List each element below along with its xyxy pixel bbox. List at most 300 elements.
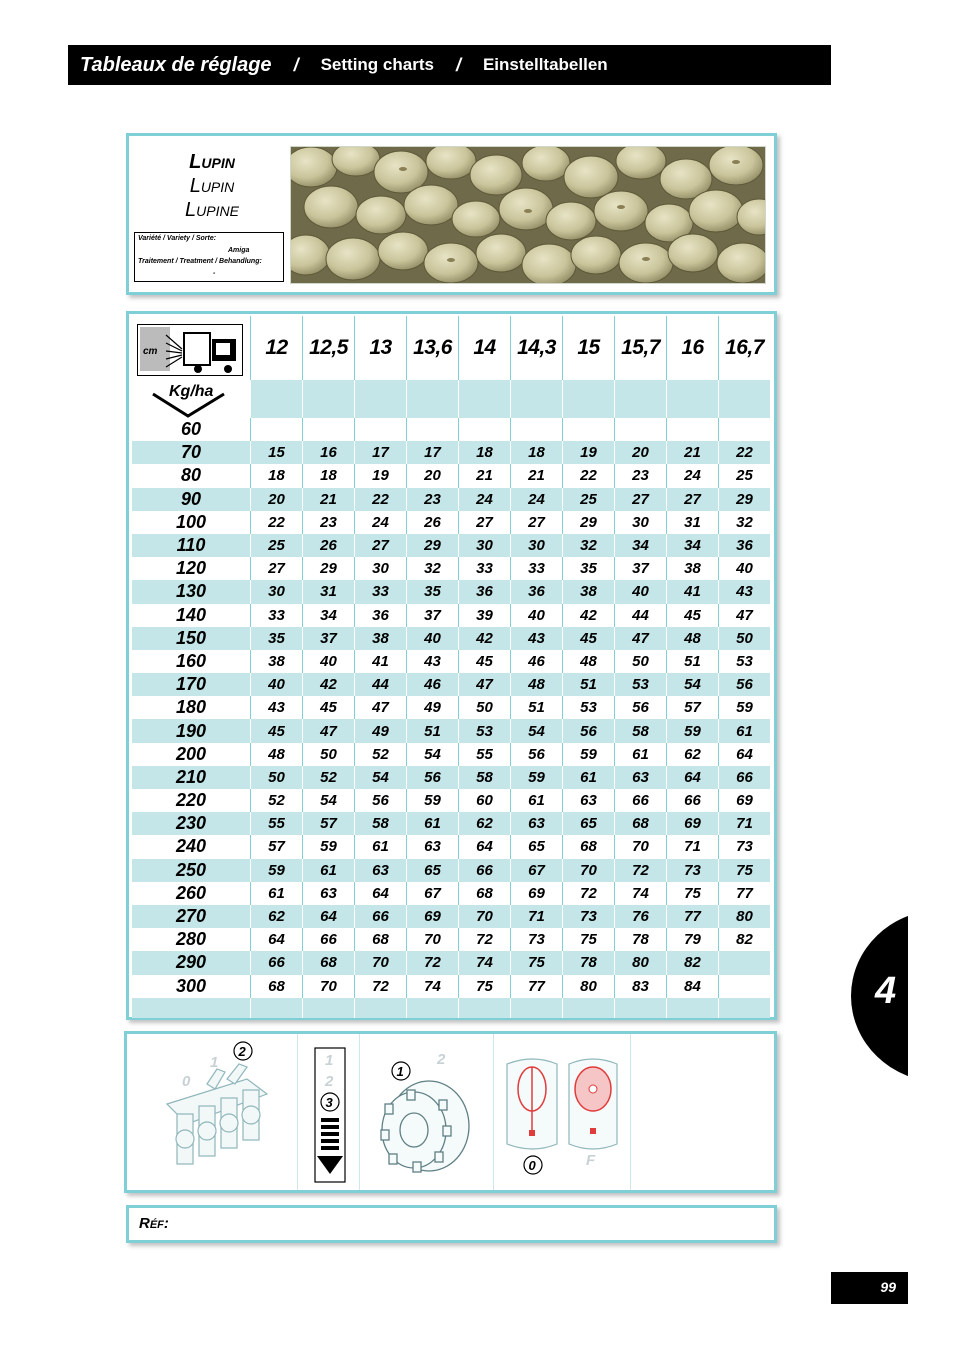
table-cell: 18 bbox=[511, 441, 563, 464]
table-cell: 54 bbox=[407, 743, 459, 766]
flap-setting-cell bbox=[493, 1034, 631, 1190]
table-cell bbox=[407, 418, 459, 441]
table-cell: 39 bbox=[459, 604, 511, 627]
table-cell: 61 bbox=[615, 743, 667, 766]
rate-label: 240 bbox=[175, 836, 207, 857]
table-cell: 69 bbox=[667, 812, 719, 835]
table-cell: 70 bbox=[355, 951, 407, 974]
table-cell: 56 bbox=[407, 766, 459, 789]
table-cell: 37 bbox=[303, 627, 355, 650]
table-cell: 82 bbox=[667, 951, 719, 974]
table-cell: 42 bbox=[563, 604, 615, 627]
table-row bbox=[132, 696, 770, 719]
table-cell: 64 bbox=[459, 835, 511, 858]
table-cell: 62 bbox=[251, 905, 303, 928]
table-cell: 74 bbox=[615, 882, 667, 905]
table-cell: 56 bbox=[355, 789, 407, 812]
table-cell bbox=[511, 418, 563, 441]
table-row bbox=[132, 789, 770, 812]
table-row bbox=[132, 905, 770, 928]
table-row bbox=[132, 441, 770, 464]
rate-label: 250 bbox=[132, 859, 251, 882]
table-cell: 20 bbox=[615, 441, 667, 464]
table-cell: 57 bbox=[303, 812, 355, 835]
rate-label: 200 bbox=[175, 743, 207, 764]
table-cell: 65 bbox=[511, 835, 563, 858]
table-cell: 47 bbox=[459, 673, 511, 696]
rate-label: 60 bbox=[180, 419, 202, 440]
table-cell: 51 bbox=[667, 650, 719, 673]
table-cell: 42 bbox=[303, 673, 355, 696]
table-cell: 35 bbox=[251, 627, 303, 650]
table-cell: 77 bbox=[719, 882, 771, 905]
table-cell: 61 bbox=[303, 859, 355, 882]
table-cell: 66 bbox=[459, 859, 511, 882]
table-cell: 33 bbox=[355, 580, 407, 603]
column-header: 12 bbox=[251, 316, 303, 380]
column-header: 14,3 bbox=[511, 316, 563, 380]
rate-label: 230 bbox=[132, 812, 251, 835]
table-cell: 78 bbox=[615, 928, 667, 951]
table-cell: 59 bbox=[563, 743, 615, 766]
table-cell: 34 bbox=[667, 534, 719, 557]
product-name-de: Lupine bbox=[185, 199, 239, 221]
table-row bbox=[132, 673, 770, 696]
table-cell: 35 bbox=[563, 557, 615, 580]
table-footer-row bbox=[132, 998, 770, 1018]
table-cell: 75 bbox=[563, 928, 615, 951]
table-cell bbox=[251, 418, 303, 441]
table-cell: 48 bbox=[511, 673, 563, 696]
rate-label: 260 bbox=[175, 882, 207, 903]
table-cell: 52 bbox=[251, 789, 303, 812]
table-cell: 19 bbox=[563, 441, 615, 464]
product-names bbox=[147, 150, 277, 222]
kg-per-ha-indicator bbox=[151, 380, 226, 420]
table-cell: 36 bbox=[459, 580, 511, 603]
chapter-number: 4 bbox=[875, 970, 897, 1012]
table-cell: 61 bbox=[563, 766, 615, 789]
table-cell: 29 bbox=[407, 534, 459, 557]
table-cell: 48 bbox=[667, 627, 719, 650]
reference-panel bbox=[126, 1205, 777, 1243]
rate-label: 110 bbox=[132, 534, 251, 557]
table-cell: 66 bbox=[667, 789, 719, 812]
machine-unit-label: cm bbox=[143, 346, 158, 357]
table-cell: 36 bbox=[719, 534, 771, 557]
table-cell: 31 bbox=[303, 580, 355, 603]
table-cell: 76 bbox=[615, 905, 667, 928]
table-cell: 30 bbox=[355, 557, 407, 580]
table-cell: 24 bbox=[667, 464, 719, 487]
table-cell: 58 bbox=[615, 719, 667, 742]
table-cell: 48 bbox=[251, 743, 303, 766]
table-cell: 69 bbox=[511, 882, 563, 905]
table-cell: 38 bbox=[251, 650, 303, 673]
table-cell: 44 bbox=[355, 673, 407, 696]
table-cell: 71 bbox=[719, 812, 771, 835]
table-cell: 50 bbox=[303, 743, 355, 766]
table-cell: 29 bbox=[563, 511, 615, 534]
table-cell: 68 bbox=[303, 951, 355, 974]
table-cell: 64 bbox=[303, 905, 355, 928]
rate-label: 90 bbox=[132, 488, 251, 511]
table-cell: 74 bbox=[407, 975, 459, 998]
variety-box bbox=[134, 232, 284, 282]
table-cell: 80 bbox=[719, 905, 771, 928]
table-cell: 54 bbox=[303, 789, 355, 812]
column-header: 14 bbox=[459, 316, 511, 380]
table-cell: 24 bbox=[355, 511, 407, 534]
table-cell: 53 bbox=[615, 673, 667, 696]
rate-label: 150 bbox=[132, 627, 251, 650]
table-cell bbox=[615, 418, 667, 441]
table-cell: 66 bbox=[719, 766, 771, 789]
table-cell: 47 bbox=[615, 627, 667, 650]
title-french: Tableaux de réglage bbox=[80, 53, 272, 76]
table-cell: 53 bbox=[563, 696, 615, 719]
table-row bbox=[132, 557, 770, 580]
table-cell: 52 bbox=[303, 766, 355, 789]
lever-selected: 2 bbox=[238, 1044, 246, 1059]
table-row bbox=[132, 882, 770, 905]
table-cell: 59 bbox=[251, 859, 303, 882]
table-cell: 67 bbox=[511, 859, 563, 882]
table-row bbox=[132, 418, 770, 441]
settings-grid bbox=[132, 316, 770, 1018]
table-cell: 59 bbox=[667, 719, 719, 742]
table-cell: 40 bbox=[251, 673, 303, 696]
table-cell: 54 bbox=[355, 766, 407, 789]
table-cell: 74 bbox=[459, 951, 511, 974]
table-cell: 70 bbox=[459, 905, 511, 928]
table-cell: 70 bbox=[407, 928, 459, 951]
table-cell: 32 bbox=[563, 534, 615, 557]
table-cell: 65 bbox=[563, 812, 615, 835]
table-cell: 31 bbox=[667, 511, 719, 534]
table-cell: 59 bbox=[511, 766, 563, 789]
variety-label: Variété / Variety / Sorte: bbox=[138, 235, 217, 242]
rate-label: 70 bbox=[132, 441, 251, 464]
wheel-selected: 1 bbox=[396, 1064, 404, 1079]
table-cell: 27 bbox=[511, 511, 563, 534]
table-cell: 70 bbox=[615, 835, 667, 858]
table-cell: 43 bbox=[407, 650, 459, 673]
table-cell: 57 bbox=[667, 696, 719, 719]
rate-label: 170 bbox=[132, 673, 251, 696]
table-cell: 29 bbox=[719, 488, 771, 511]
table-cell: 16 bbox=[303, 441, 355, 464]
table-cell: 45 bbox=[563, 627, 615, 650]
table-cell: 61 bbox=[719, 719, 771, 742]
table-cell: 23 bbox=[615, 464, 667, 487]
table-cell: 78 bbox=[563, 951, 615, 974]
table-cell: 34 bbox=[615, 534, 667, 557]
table-cell: 61 bbox=[355, 835, 407, 858]
treatment-label: Traitement / Treatment / Behandlung: bbox=[138, 258, 262, 265]
table-cell: 71 bbox=[511, 905, 563, 928]
table-row bbox=[132, 627, 770, 650]
table-cell: 36 bbox=[511, 580, 563, 603]
table-cell: 45 bbox=[251, 719, 303, 742]
table-cell: 58 bbox=[355, 812, 407, 835]
table-cell: 25 bbox=[719, 464, 771, 487]
table-cell: 40 bbox=[615, 580, 667, 603]
rate-label: 270 bbox=[132, 905, 251, 928]
table-cell: 56 bbox=[511, 743, 563, 766]
table-cell bbox=[719, 418, 771, 441]
title-separator-2: / bbox=[455, 54, 461, 75]
table-cell: 55 bbox=[251, 812, 303, 835]
table-cell: 55 bbox=[459, 743, 511, 766]
table-cell: 68 bbox=[251, 975, 303, 998]
table-cell bbox=[667, 418, 719, 441]
treatment-value: - bbox=[213, 269, 216, 277]
reference-label: Réf: bbox=[139, 1215, 169, 1232]
table-cell: 42 bbox=[459, 627, 511, 650]
rate-label: 180 bbox=[175, 697, 207, 718]
column-header: 13,6 bbox=[407, 316, 459, 380]
table-cell: 56 bbox=[563, 719, 615, 742]
table-cell: 30 bbox=[459, 534, 511, 557]
table-cell: 45 bbox=[667, 604, 719, 627]
table-row bbox=[132, 464, 770, 487]
table-cell: 69 bbox=[407, 905, 459, 928]
table-cell: 61 bbox=[511, 789, 563, 812]
gear-step-2: 2 bbox=[325, 1073, 334, 1090]
table-cell: 27 bbox=[667, 488, 719, 511]
table-cell: 66 bbox=[303, 928, 355, 951]
table-cell: 35 bbox=[407, 580, 459, 603]
table-cell: 48 bbox=[563, 650, 615, 673]
rate-label: 220 bbox=[175, 790, 207, 811]
settings-illustration-panel bbox=[124, 1031, 777, 1193]
table-cell: 66 bbox=[355, 905, 407, 928]
table-cell: 75 bbox=[511, 951, 563, 974]
title-english: Setting charts bbox=[320, 55, 434, 74]
table-cell: 84 bbox=[667, 975, 719, 998]
table-cell: 75 bbox=[719, 859, 771, 882]
table-cell: 72 bbox=[355, 975, 407, 998]
wheel-option-2: 2 bbox=[437, 1051, 446, 1068]
table-cell: 23 bbox=[303, 511, 355, 534]
rate-label: 300 bbox=[175, 975, 207, 996]
table-cell: 23 bbox=[407, 488, 459, 511]
table-cell: 32 bbox=[407, 557, 459, 580]
table-cell: 58 bbox=[459, 766, 511, 789]
table-cell: 63 bbox=[511, 812, 563, 835]
table-cell: 46 bbox=[511, 650, 563, 673]
table-cell: 20 bbox=[407, 464, 459, 487]
table-cell: 70 bbox=[563, 859, 615, 882]
table-cell: 32 bbox=[719, 511, 771, 534]
lupin-seed-photo bbox=[290, 146, 766, 284]
table-cell: 59 bbox=[719, 696, 771, 719]
table-cell: 52 bbox=[355, 743, 407, 766]
rate-label: 80 bbox=[180, 465, 202, 486]
table-cell: 33 bbox=[251, 604, 303, 627]
column-header: 16,7 bbox=[719, 316, 771, 380]
table-cell bbox=[563, 418, 615, 441]
table-cell: 25 bbox=[251, 534, 303, 557]
table-cell: 72 bbox=[459, 928, 511, 951]
table-cell: 68 bbox=[615, 812, 667, 835]
chapter-tab bbox=[851, 910, 908, 1082]
table-cell: 79 bbox=[667, 928, 719, 951]
table-row bbox=[132, 719, 770, 742]
column-header: 13 bbox=[355, 316, 407, 380]
rate-label: 100 bbox=[175, 511, 207, 532]
table-cell: 46 bbox=[407, 673, 459, 696]
table-cell: 63 bbox=[615, 766, 667, 789]
table-cell: 75 bbox=[459, 975, 511, 998]
table-cell: 40 bbox=[407, 627, 459, 650]
table-cell: 62 bbox=[667, 743, 719, 766]
table-cell: 60 bbox=[459, 789, 511, 812]
table-cell: 41 bbox=[667, 580, 719, 603]
table-cell: 63 bbox=[563, 789, 615, 812]
table-cell: 56 bbox=[719, 673, 771, 696]
table-row bbox=[132, 835, 770, 858]
table-cell: 61 bbox=[251, 882, 303, 905]
table-cell: 34 bbox=[303, 604, 355, 627]
table-cell: 43 bbox=[719, 580, 771, 603]
table-row bbox=[132, 951, 770, 974]
table-cell: 26 bbox=[407, 511, 459, 534]
lever-position-0: 0 bbox=[182, 1073, 191, 1090]
table-cell: 64 bbox=[667, 766, 719, 789]
table-cell: 56 bbox=[615, 696, 667, 719]
table-cell: 38 bbox=[355, 627, 407, 650]
table-cell: 51 bbox=[563, 673, 615, 696]
table-cell bbox=[355, 418, 407, 441]
rate-label: 210 bbox=[132, 766, 251, 789]
table-cell: 65 bbox=[407, 859, 459, 882]
table-cell: 30 bbox=[615, 511, 667, 534]
table-cell: 40 bbox=[719, 557, 771, 580]
table-row bbox=[132, 859, 770, 882]
table-cell: 59 bbox=[407, 789, 459, 812]
table-cell: 51 bbox=[407, 719, 459, 742]
table-row bbox=[132, 928, 770, 951]
wheel-setting-cell bbox=[359, 1034, 494, 1190]
table-cell: 17 bbox=[407, 441, 459, 464]
table-row bbox=[132, 488, 770, 511]
table-cell: 73 bbox=[511, 928, 563, 951]
table-cell: 54 bbox=[667, 673, 719, 696]
table-row bbox=[132, 580, 770, 603]
table-cell: 70 bbox=[303, 975, 355, 998]
gear-step-cell bbox=[297, 1034, 360, 1190]
rate-label: 120 bbox=[175, 558, 207, 579]
table-cell: 30 bbox=[251, 580, 303, 603]
table-cell: 72 bbox=[407, 951, 459, 974]
table-cell: 29 bbox=[303, 557, 355, 580]
page-number: 99 bbox=[831, 1272, 908, 1304]
rate-unit-label: Kg/ha bbox=[169, 383, 214, 400]
table-cell: 43 bbox=[511, 627, 563, 650]
table-cell: 17 bbox=[355, 441, 407, 464]
unit-row bbox=[132, 380, 770, 418]
product-name-fr: Lupin bbox=[189, 151, 235, 173]
table-cell: 53 bbox=[719, 650, 771, 673]
title-german: Einstelltabellen bbox=[482, 55, 608, 74]
product-name-en: Lupin bbox=[189, 175, 235, 197]
table-cell: 66 bbox=[251, 951, 303, 974]
rate-label: 140 bbox=[175, 604, 207, 625]
table-cell: 50 bbox=[459, 696, 511, 719]
table-cell: 75 bbox=[667, 882, 719, 905]
table-cell: 43 bbox=[251, 696, 303, 719]
table-cell: 57 bbox=[251, 835, 303, 858]
table-cell: 38 bbox=[667, 557, 719, 580]
table-cell: 77 bbox=[667, 905, 719, 928]
table-cell: 66 bbox=[615, 789, 667, 812]
table-cell: 27 bbox=[615, 488, 667, 511]
table-cell: 33 bbox=[459, 557, 511, 580]
rate-label: 290 bbox=[132, 951, 251, 974]
table-row bbox=[132, 812, 770, 835]
table-cell: 50 bbox=[251, 766, 303, 789]
table-cell: 19 bbox=[355, 464, 407, 487]
table-cell: 37 bbox=[615, 557, 667, 580]
table-cell: 38 bbox=[563, 580, 615, 603]
table-cell: 18 bbox=[251, 464, 303, 487]
table-cell: 40 bbox=[511, 604, 563, 627]
table-cell: 24 bbox=[511, 488, 563, 511]
gear-step-1: 1 bbox=[325, 1052, 334, 1069]
table-cell: 47 bbox=[355, 696, 407, 719]
table-row bbox=[132, 975, 770, 998]
table-cell: 21 bbox=[459, 464, 511, 487]
table-cell: 83 bbox=[615, 975, 667, 998]
table-cell: 47 bbox=[303, 719, 355, 742]
rate-label: 160 bbox=[175, 650, 207, 671]
table-cell: 21 bbox=[667, 441, 719, 464]
table-cell: 25 bbox=[563, 488, 615, 511]
table-row bbox=[132, 766, 770, 789]
table-cell: 41 bbox=[355, 650, 407, 673]
table-cell: 61 bbox=[407, 812, 459, 835]
table-cell: 45 bbox=[303, 696, 355, 719]
table-cell: 22 bbox=[251, 511, 303, 534]
header-bar bbox=[68, 45, 831, 85]
table-cell: 54 bbox=[511, 719, 563, 742]
table-cell: 53 bbox=[459, 719, 511, 742]
table-cell: 63 bbox=[407, 835, 459, 858]
table-cell: 50 bbox=[615, 650, 667, 673]
table-cell: 68 bbox=[563, 835, 615, 858]
table-cell: 64 bbox=[719, 743, 771, 766]
table-cell: 47 bbox=[719, 604, 771, 627]
table-cell: 63 bbox=[355, 859, 407, 882]
table-cell: 51 bbox=[511, 696, 563, 719]
rate-label: 130 bbox=[132, 580, 251, 603]
table-cell: 73 bbox=[563, 905, 615, 928]
table-cell: 21 bbox=[511, 464, 563, 487]
table-cell: 27 bbox=[459, 511, 511, 534]
table-cell: 21 bbox=[303, 488, 355, 511]
gear-selected: 3 bbox=[325, 1095, 333, 1110]
table-cell: 64 bbox=[251, 928, 303, 951]
table-cell: 68 bbox=[459, 882, 511, 905]
table-cell: 49 bbox=[407, 696, 459, 719]
table-cell: 71 bbox=[667, 835, 719, 858]
column-header: 15,7 bbox=[615, 316, 667, 380]
table-row bbox=[132, 604, 770, 627]
table-cell: 82 bbox=[719, 928, 771, 951]
table-cell: 18 bbox=[303, 464, 355, 487]
